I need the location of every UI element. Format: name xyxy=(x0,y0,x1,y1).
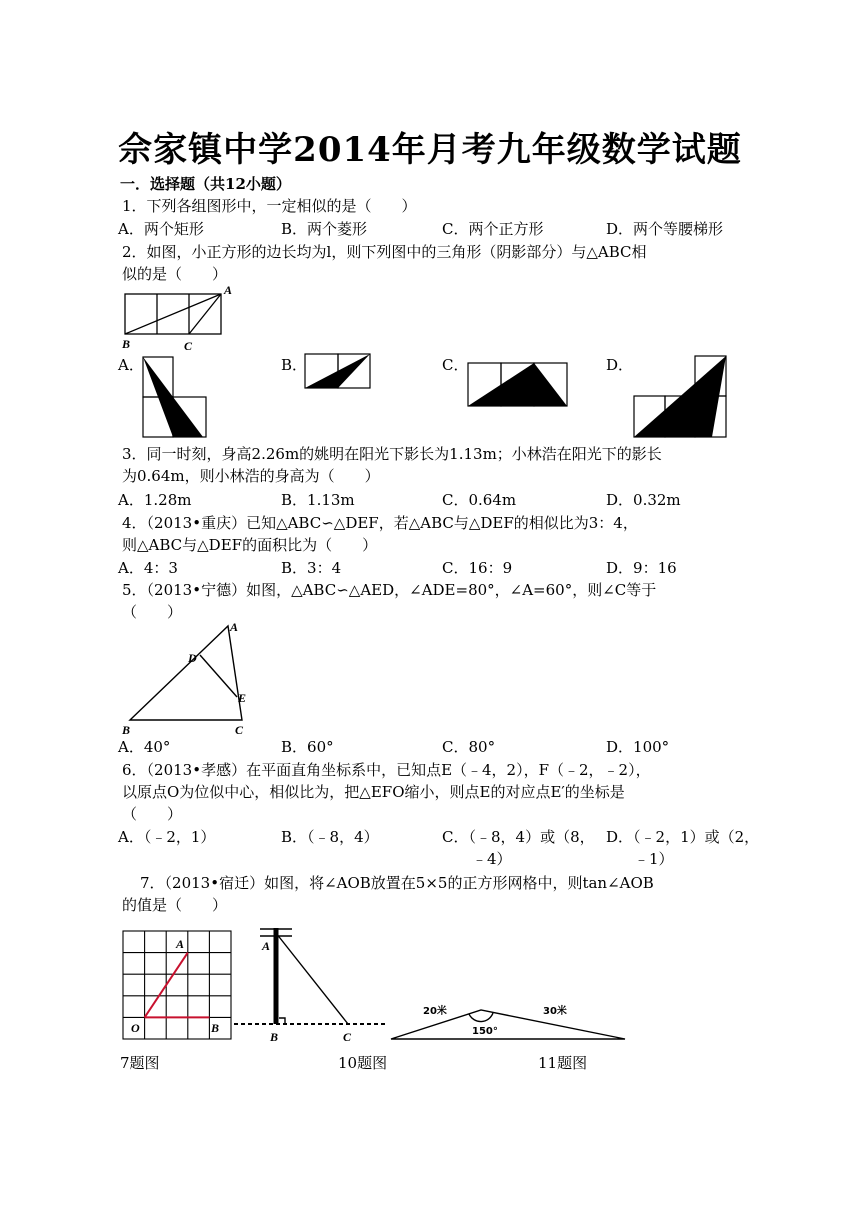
caption-fig10: 10题图 xyxy=(338,1054,388,1072)
q2-option-c: C． xyxy=(442,356,469,374)
q6-option-d-cont: ﹣1） xyxy=(634,850,674,868)
q3-stem-line2: 为0.64m，则小林浩的身高为（ ） xyxy=(122,467,380,485)
q7-grid-figure xyxy=(118,926,238,1046)
q2-option-a: A． xyxy=(118,356,144,374)
q2-option-d-figure xyxy=(632,354,732,440)
q2-stem-line2: 似的是（ ） xyxy=(122,265,228,283)
q5-label-a: A xyxy=(230,620,239,634)
page-title: 佘家镇中学2014年月考九年级数学试题 xyxy=(118,130,742,170)
q6-option-c-cont: ﹣4） xyxy=(472,850,512,868)
q2-label-b: B xyxy=(122,337,131,351)
q6-stem-line2: 以原点O为位似中心，相似比为，把△EFO缩小，则点E的对应点E′的坐标是 xyxy=(122,783,625,801)
q5-label-c: C xyxy=(235,723,244,737)
q4-option-b: B．3：4 xyxy=(281,559,342,577)
q2-option-b-figure xyxy=(303,352,373,392)
q7-label-b: B xyxy=(211,1021,220,1035)
q7-label-o: O xyxy=(131,1021,140,1035)
q3-option-c: C．0.64m xyxy=(442,491,517,509)
caption-fig7: 7题图 xyxy=(120,1054,160,1072)
q1-stem: 1．下列各组图形中，一定相似的是（ ） xyxy=(122,197,417,215)
q3-option-b: B．1.13m xyxy=(281,491,355,509)
q6-option-a: A．（﹣2，1） xyxy=(118,828,216,846)
fig11-angle: 150° xyxy=(472,1026,498,1037)
q6-stem-line3: （ ） xyxy=(122,805,183,823)
q6-option-c: C．（﹣8，4）或（8， xyxy=(442,828,595,846)
caption-fig11: 11题图 xyxy=(538,1054,588,1072)
q1-option-d: D．两个等腰梯形 xyxy=(606,220,724,238)
q7-stem-line1: 7．（2013•宿迁）如图，将∠AOB放置在5×5的正方形网格中，则tan∠AOB xyxy=(140,874,654,892)
q3-stem-line1: 3．同一时刻，身高2.26m的姚明在阳光下影长为1.13m；小林浩在阳光下的影长 xyxy=(122,445,662,463)
q4-stem-line2: 则△ABC与△DEF的面积比为（ ） xyxy=(122,536,378,554)
fig10-label-b: B xyxy=(270,1030,279,1044)
q6-option-b: B．（﹣8，4） xyxy=(281,828,379,846)
q5-stem-line2: （ ） xyxy=(122,603,183,621)
q2-option-c-figure xyxy=(466,361,570,409)
fig10-label-c: C xyxy=(343,1030,352,1044)
q2-label-a: A xyxy=(224,283,233,297)
q1-option-a: A．两个矩形 xyxy=(118,220,204,238)
fig11-right-length: 30米 xyxy=(543,1006,567,1017)
q2-option-b: B． xyxy=(281,356,308,374)
q5-label-e: E xyxy=(238,691,247,705)
q5-option-c: C．80° xyxy=(442,738,496,756)
q5-option-a: A．40° xyxy=(118,738,171,756)
q5-stem-line1: 5．（2013•宁德）如图，△ABC∽△AED，∠ADE=80°，∠A=60°，则∠C等于 xyxy=(122,581,657,599)
q4-option-a: A．4：3 xyxy=(118,559,178,577)
q5-label-d: D xyxy=(188,651,197,665)
q4-option-d: D．9：16 xyxy=(606,559,677,577)
fig11-left-length: 20米 xyxy=(423,1006,447,1017)
fig10-pole-figure xyxy=(232,920,392,1045)
q4-stem-line1: 4．（2013•重庆）已知△ABC∽△DEF，若△ABC与△DEF的相似比为3：4， xyxy=(122,514,638,532)
q1-option-b: B．两个菱形 xyxy=(281,220,368,238)
q7-stem-line2: 的值是（ ） xyxy=(122,896,228,914)
q2-stem-line1: 2．如图，小正方形的边长均为l，则下列图中的三角形（阴影部分）与△ABC相 xyxy=(122,243,647,261)
q2-figure-abc xyxy=(120,282,240,354)
q5-label-b: B xyxy=(122,723,131,737)
q1-option-c: C．两个正方形 xyxy=(442,220,544,238)
q6-stem-line1: 6．（2013•孝感）在平面直角坐标系中，已知点E（﹣4，2），F（﹣2，﹣2）， xyxy=(122,761,651,779)
fig10-label-a: A xyxy=(262,939,271,953)
q5-option-d: D．100° xyxy=(606,738,670,756)
q3-option-a: A．1.28m xyxy=(118,491,192,509)
q3-option-d: D．0.32m xyxy=(606,491,681,509)
q2-option-a-figure xyxy=(140,355,210,440)
q5-option-b: B．60° xyxy=(281,738,334,756)
fig11-roof-figure xyxy=(388,996,630,1044)
q4-option-c: C．16：9 xyxy=(442,559,513,577)
q6-option-d: D．（﹣2，1）或（2， xyxy=(606,828,760,846)
q2-option-d: D． xyxy=(606,356,634,374)
q5-triangle-figure xyxy=(118,618,258,740)
q7-label-a: A xyxy=(176,937,185,951)
section-heading: 一．选择题（共12小题） xyxy=(120,175,291,193)
q2-label-c: C xyxy=(184,339,193,353)
